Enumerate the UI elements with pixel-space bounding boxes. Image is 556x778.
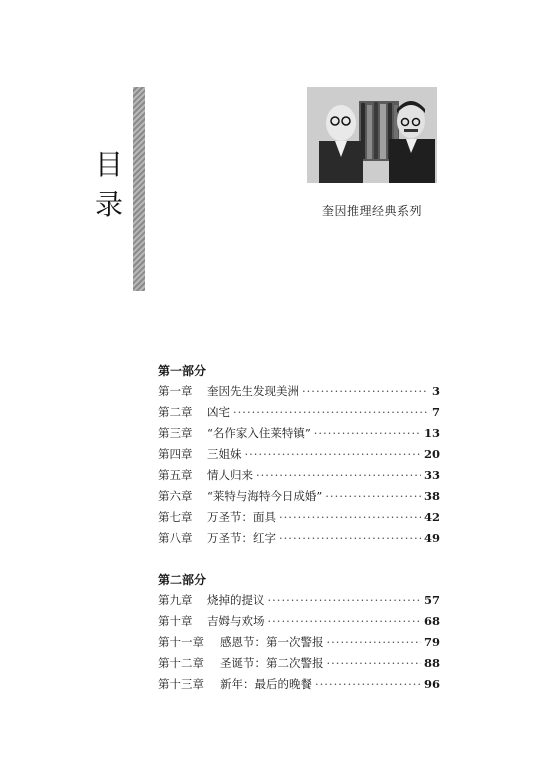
chapter-title: “名作家入住莱特镇” xyxy=(207,426,311,440)
dot-leader xyxy=(327,632,421,653)
chapter-number: 第十三章 xyxy=(158,677,204,691)
page-number: 13 xyxy=(423,426,440,440)
chapter-number: 第四章 xyxy=(158,447,193,461)
part-title: 第一部分 xyxy=(158,364,207,378)
toc-entry xyxy=(158,653,440,674)
part-section xyxy=(158,570,440,695)
dot-leader xyxy=(279,528,421,549)
dot-leader xyxy=(302,381,427,402)
toc-entry xyxy=(158,465,440,486)
chapter-title: 情人归来 xyxy=(207,468,253,482)
toc-entry xyxy=(158,444,440,465)
toc-entry xyxy=(158,381,440,402)
author-photo xyxy=(307,87,437,183)
chapter-number: 第三章 xyxy=(158,426,193,440)
chapter-title: 万圣节：面具 xyxy=(207,510,276,524)
part-section xyxy=(158,361,440,549)
page-number: 49 xyxy=(423,531,440,545)
dot-leader xyxy=(268,611,421,632)
dot-leader xyxy=(325,486,421,507)
page-number: 42 xyxy=(423,510,440,524)
chapter-title: 吉姆与欢场 xyxy=(207,614,265,628)
dot-leader xyxy=(268,590,421,611)
page-number: 68 xyxy=(423,614,440,628)
chapter-title: 圣诞节：第二次警报 xyxy=(220,656,324,670)
dot-leader xyxy=(279,507,421,528)
chapter-title: 奎因先生发现美洲 xyxy=(207,384,299,398)
dot-leader xyxy=(245,444,421,465)
author-photo-image xyxy=(307,87,437,183)
chapter-number: 第十章 xyxy=(158,614,193,628)
toc-entry xyxy=(158,528,440,549)
photo-caption: 奎因推理经典系列 xyxy=(321,204,422,218)
chapter-number: 第八章 xyxy=(158,531,193,545)
dot-leader xyxy=(256,465,421,486)
chapter-title: “莱特与海特今日成婚” xyxy=(207,489,323,503)
page-heading xyxy=(92,145,126,225)
chapter-number: 第六章 xyxy=(158,489,193,503)
chapter-title: 凶宅 xyxy=(207,405,230,419)
page-number: 88 xyxy=(423,656,440,670)
page-number: 38 xyxy=(423,489,440,503)
dot-leader xyxy=(327,653,421,674)
chapter-number: 第二章 xyxy=(158,405,193,419)
chapter-title: 感恩节：第一次警报 xyxy=(220,635,324,649)
page-number: 96 xyxy=(423,677,440,691)
chapter-title: 烧掉的提议 xyxy=(207,593,265,607)
page-number: 33 xyxy=(423,468,440,482)
chapter-number: 第九章 xyxy=(158,593,193,607)
decorative-stripe xyxy=(133,87,145,291)
chapter-number: 第七章 xyxy=(158,510,193,524)
dot-leader xyxy=(233,402,427,423)
chapter-title: 新年：最后的晚餐 xyxy=(220,677,312,691)
page-number: 57 xyxy=(423,593,440,607)
page-number: 20 xyxy=(423,447,440,461)
heading-char-2: 录 xyxy=(94,188,123,221)
page-number: 7 xyxy=(431,405,440,419)
toc-entry xyxy=(158,402,440,423)
chapter-number: 第一章 xyxy=(158,384,193,398)
chapter-number: 第十二章 xyxy=(158,656,204,670)
page-number: 3 xyxy=(431,384,440,398)
chapter-title: 三姐妹 xyxy=(207,447,242,461)
toc-entry xyxy=(158,674,440,695)
toc-entry xyxy=(158,423,440,444)
toc-entry xyxy=(158,632,440,653)
dot-leader xyxy=(314,423,421,444)
dot-leader xyxy=(315,674,421,695)
chapter-number: 第五章 xyxy=(158,468,193,482)
table-of-contents xyxy=(158,361,440,695)
toc-entry xyxy=(158,590,440,611)
page-number: 79 xyxy=(423,635,440,649)
chapter-number: 第十一章 xyxy=(158,635,204,649)
toc-entry xyxy=(158,507,440,528)
part-title: 第二部分 xyxy=(158,573,207,587)
toc-entry xyxy=(158,486,440,507)
heading-char-1: 目 xyxy=(94,148,123,181)
toc-entry xyxy=(158,611,440,632)
chapter-title: 万圣节：红字 xyxy=(207,531,276,545)
